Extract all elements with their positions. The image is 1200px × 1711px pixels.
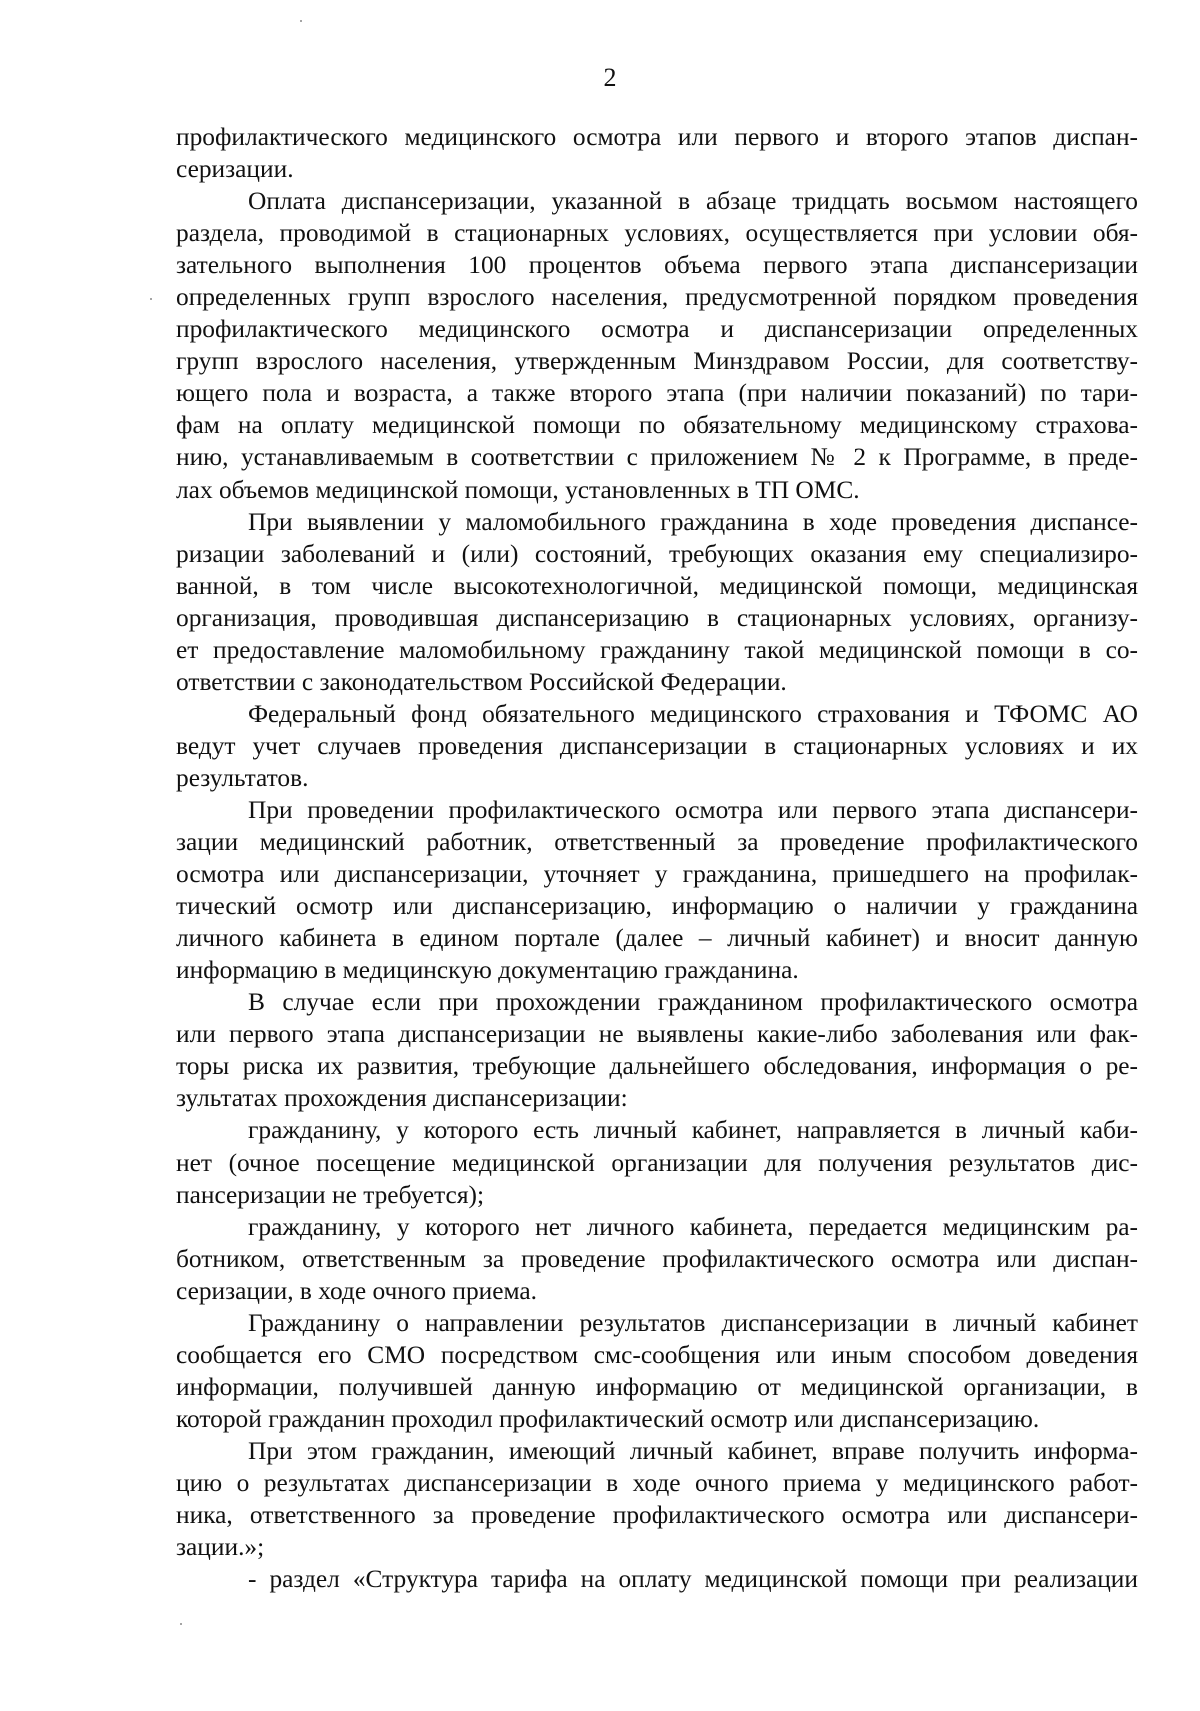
text-line: лах объемов медицинской помощи, установленных в ТП ОМС. — [176, 475, 860, 504]
text-line: серизации, в ходе очного приема. — [176, 1276, 538, 1305]
page-number: 2 — [603, 63, 617, 92]
text-line: ризации заболеваний и (или) состояний, требующих оказания ему специализиро- — [176, 539, 1138, 568]
text-line: ботником, ответственным за проведение профилактического осмотра или диспан- — [176, 1244, 1138, 1273]
text-line: нию, устанавливаемым в соответствии с приложением № 2 к Программе, в преде- — [176, 443, 1138, 472]
text-line: Федеральный фонд обязательного медицинского страхования и ТФОМС АО — [248, 699, 1138, 728]
text-line: Оплата диспансеризации, указанной в абзаце тридцать восьмом настоящего — [248, 187, 1138, 216]
text-line: ответствии с законодательством Российской Федерации. — [176, 667, 787, 696]
text-line: сообщается его СМО посредством смс-сообщения или иным способом доведения — [176, 1340, 1138, 1369]
text-line: профилактического медицинского осмотра или первого и второго этапов диспан- — [176, 123, 1138, 151]
text-line: торы риска их развития, требующие дальнейшего обследования, информация о ре- — [176, 1052, 1138, 1081]
text-line: цию о результатах диспансеризации в ходе очного приема у медицинского работ- — [176, 1468, 1138, 1497]
text-line: личного кабинета в едином портале (далее – личный кабинет) и вносит данную — [176, 924, 1138, 953]
text-line: зации.»; — [176, 1533, 265, 1562]
text-line: гражданину, у которого есть личный кабинет, направляется в личный каби- — [248, 1116, 1138, 1145]
text-line: В случае если при прохождении гражданином профилактического осмотра — [248, 988, 1138, 1017]
text-line: ведут учет случаев проведения диспансеризации в стационарных условиях и их — [176, 731, 1138, 760]
text-line: зультатах прохождения диспансеризации: — [176, 1084, 628, 1113]
text-line: - раздел «Структура тарифа на оплату медицинской помощи при реализации — [248, 1565, 1138, 1594]
scan-artifact — [180, 1623, 182, 1625]
text-line: определенных групп взрослого населения, предусмотренной порядком проведения — [176, 283, 1138, 312]
text-line: раздела, проводимой в стационарных условиях, осуществляется при условии обя- — [176, 219, 1138, 248]
text-line: организация, проводившая диспансеризацию в стационарных условиях, организу- — [176, 603, 1138, 632]
text-line: При этом гражданин, имеющий личный кабинет, вправе получить информа- — [248, 1436, 1138, 1465]
text-line: ника, ответственного за проведение профилактического осмотра или диспансери- — [176, 1501, 1138, 1530]
text-line: При проведении профилактического осмотра или первого этапа диспансери- — [248, 795, 1138, 824]
text-line: тический осмотр или диспансеризацию, информацию о наличии у гражданина — [176, 892, 1138, 921]
text-line: гражданину, у которого нет личного кабинета, передается медицинским ра- — [248, 1212, 1138, 1241]
text-line: пансеризации не требуется); — [176, 1180, 485, 1209]
text-line: Гражданину о направлении результатов диспансеризации в личный кабинет — [248, 1308, 1138, 1337]
text-line: профилактического медицинского осмотра и диспансеризации определенных — [176, 315, 1138, 344]
text-line: групп взрослого населения, утвержденным Минздравом России, для соответству- — [176, 347, 1138, 376]
text-line: нет (очное посещение медицинской организации для получения результатов дис- — [176, 1148, 1138, 1177]
text-line: или первого этапа диспансеризации не выявлены какие-либо заболевания или фак- — [176, 1020, 1138, 1049]
text-line: ет предоставление маломобильному гражданину такой медицинской помощи в со- — [176, 635, 1138, 664]
text-line: осмотра или диспансеризации, уточняет у гражданина, пришедшего на профилак- — [176, 860, 1138, 889]
text-line: фам на оплату медицинской помощи по обязательному медицинскому страхова- — [176, 411, 1138, 440]
text-line: ванной, в том числе высокотехнологичной, медицинской помощи, медицинская — [176, 571, 1138, 600]
text-line: зации медицинский работник, ответственный за проведение профилактического — [176, 828, 1138, 857]
document-body — [176, 121, 1138, 1595]
text-line: которой гражданин проходил профилактический осмотр или диспансеризацию. — [176, 1404, 1040, 1433]
text-line: При выявлении у маломобильного гражданина в ходе проведения диспансе- — [248, 507, 1138, 536]
text-line: результатов. — [176, 763, 309, 792]
text-line: серизации. — [176, 155, 294, 184]
text-line: информацию в медицинскую документацию гражданина. — [176, 956, 799, 985]
text-line: ющего пола и возраста, а также второго этапа (при наличии показаний) по тари- — [176, 379, 1138, 408]
text-line: информации, получившей данную информацию от медицинской организации, в — [176, 1372, 1138, 1401]
scan-artifact — [150, 298, 152, 300]
text-line: зательного выполнения 100 процентов объема первого этапа диспансеризации — [176, 251, 1138, 280]
scan-artifact — [300, 20, 302, 22]
